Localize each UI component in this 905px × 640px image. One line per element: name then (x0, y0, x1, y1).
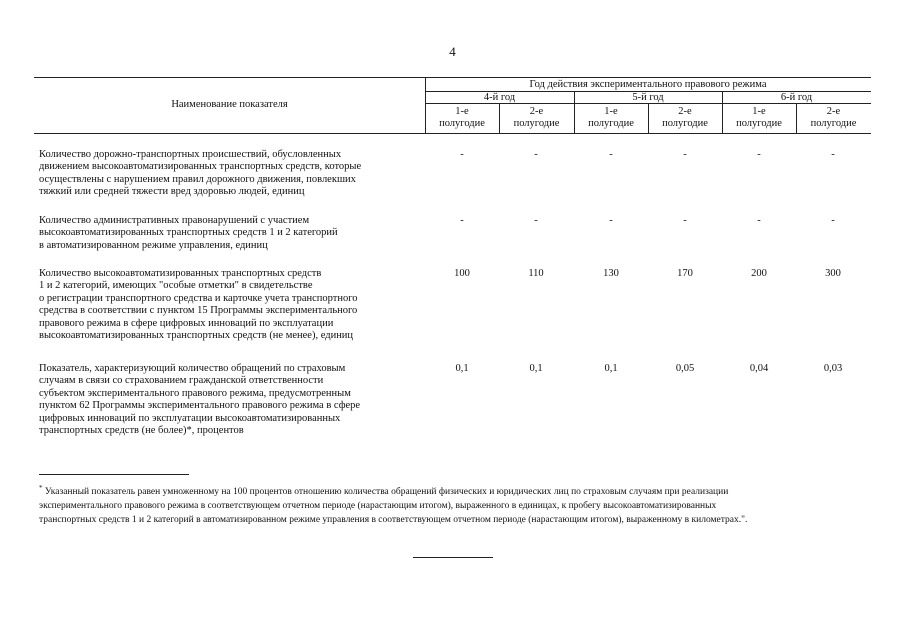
half-header: 2-е полугодие (513, 106, 560, 129)
cell-value: - (460, 215, 464, 226)
row-label-insurance-claims: Показатель, характеризующий количество обращений по страховым случаям в связи со страхованием гражданской ответственности субъектом экспериментального правового режима, предусмотренным пунктом 62 Программы экспериментального правового режима в сфере цифровых инноваций по эксплуатации высокоавтоматизированных транспортных средств (не более)*, процентов (39, 363, 361, 437)
cell-value: 0,04 (749, 363, 769, 374)
page-number: 4 (449, 44, 456, 59)
year-header-4: 4-й год (483, 92, 516, 103)
footnote-marker: * (39, 484, 43, 492)
name-column-header: Наименование показателя (171, 99, 288, 110)
cell-value: - (757, 215, 761, 226)
half-header: 2-е полугодие (662, 106, 708, 129)
header-bottom-border (34, 133, 871, 134)
cell-value: - (831, 215, 835, 226)
year-header-5: 5-й год (632, 92, 664, 103)
row-label-vehicles-count: Количество высокоавтоматизированных транспортных средств 1 и 2 категорий, имеющих "особые отметки" в свидетельстве о регистрации транспортного средства и карточке учета транспортного средства в соответствии с пунктом 15 Программы экспериментального правового режима в сфере цифровых инноваций по эксплуатации высокоавтоматизированных транспортных средств (не менее), единиц (39, 268, 358, 342)
cell-value: - (757, 149, 761, 160)
cell-value: - (460, 149, 464, 160)
cell-value: 110 (528, 268, 544, 279)
row-label-violations: Количество административных правонарушений с участием высокоавтоматизированных транспортных средств 1 и 2 категорий в автоматизированном режиме управления, единиц (39, 215, 338, 251)
half-header: 2-е полугодие (810, 106, 857, 129)
cell-value: 0,05 (675, 363, 695, 374)
cell-value: - (609, 215, 613, 226)
cell-value: - (683, 215, 687, 226)
cell-value: 300 (825, 268, 841, 279)
group-header: Год действия экспериментального правового режима (529, 79, 767, 90)
cell-value: - (683, 149, 687, 160)
cell-value: 170 (677, 268, 693, 279)
end-of-document-rule (413, 557, 493, 558)
footnote: * Указанный показатель равен умноженному на 100 процентов отношению количества обращений физических и юридических лиц по страховым случаям при реализации экспериментального правового режима в соответствующем отчетном периоде (нарастающим итогом), выраженного в единицах, к пробегу высокоавтоматизированных транспортных средств 1 и 2 категорий в автоматизированном режиме управления в соответствующем отчетном периоде (нарастающим итогом), выраженному в километрах.". (39, 484, 748, 526)
row-label-accidents: Количество дорожно-транспортных происшествий, обусловленных движением высокоавтоматизированных транспортных средств, которые осуществлены с нарушением правил дорожного движения, повлекших тяжкий или средней тяжести вред здоровью людей, единиц (39, 149, 362, 198)
cell-value: 0,1 (455, 363, 469, 374)
year-header-6: 6-й год (780, 92, 813, 103)
half-header: 1-е полугодие (439, 106, 485, 129)
cell-value: - (534, 215, 538, 226)
half-header: 1-е полугодие (736, 106, 782, 129)
cell-value: 0,1 (529, 363, 543, 374)
cell-value: 100 (454, 268, 470, 279)
table-top-border (34, 77, 871, 78)
cell-value: 200 (751, 268, 767, 279)
cell-value: 0,03 (823, 363, 843, 374)
cell-value: - (534, 149, 538, 160)
cell-value: - (831, 149, 835, 160)
half-header: 1-е полугодие (588, 106, 634, 129)
cell-value: 130 (603, 268, 619, 279)
footnote-separator (39, 474, 189, 475)
cell-value: - (609, 149, 613, 160)
cell-value: 0,1 (604, 363, 618, 374)
